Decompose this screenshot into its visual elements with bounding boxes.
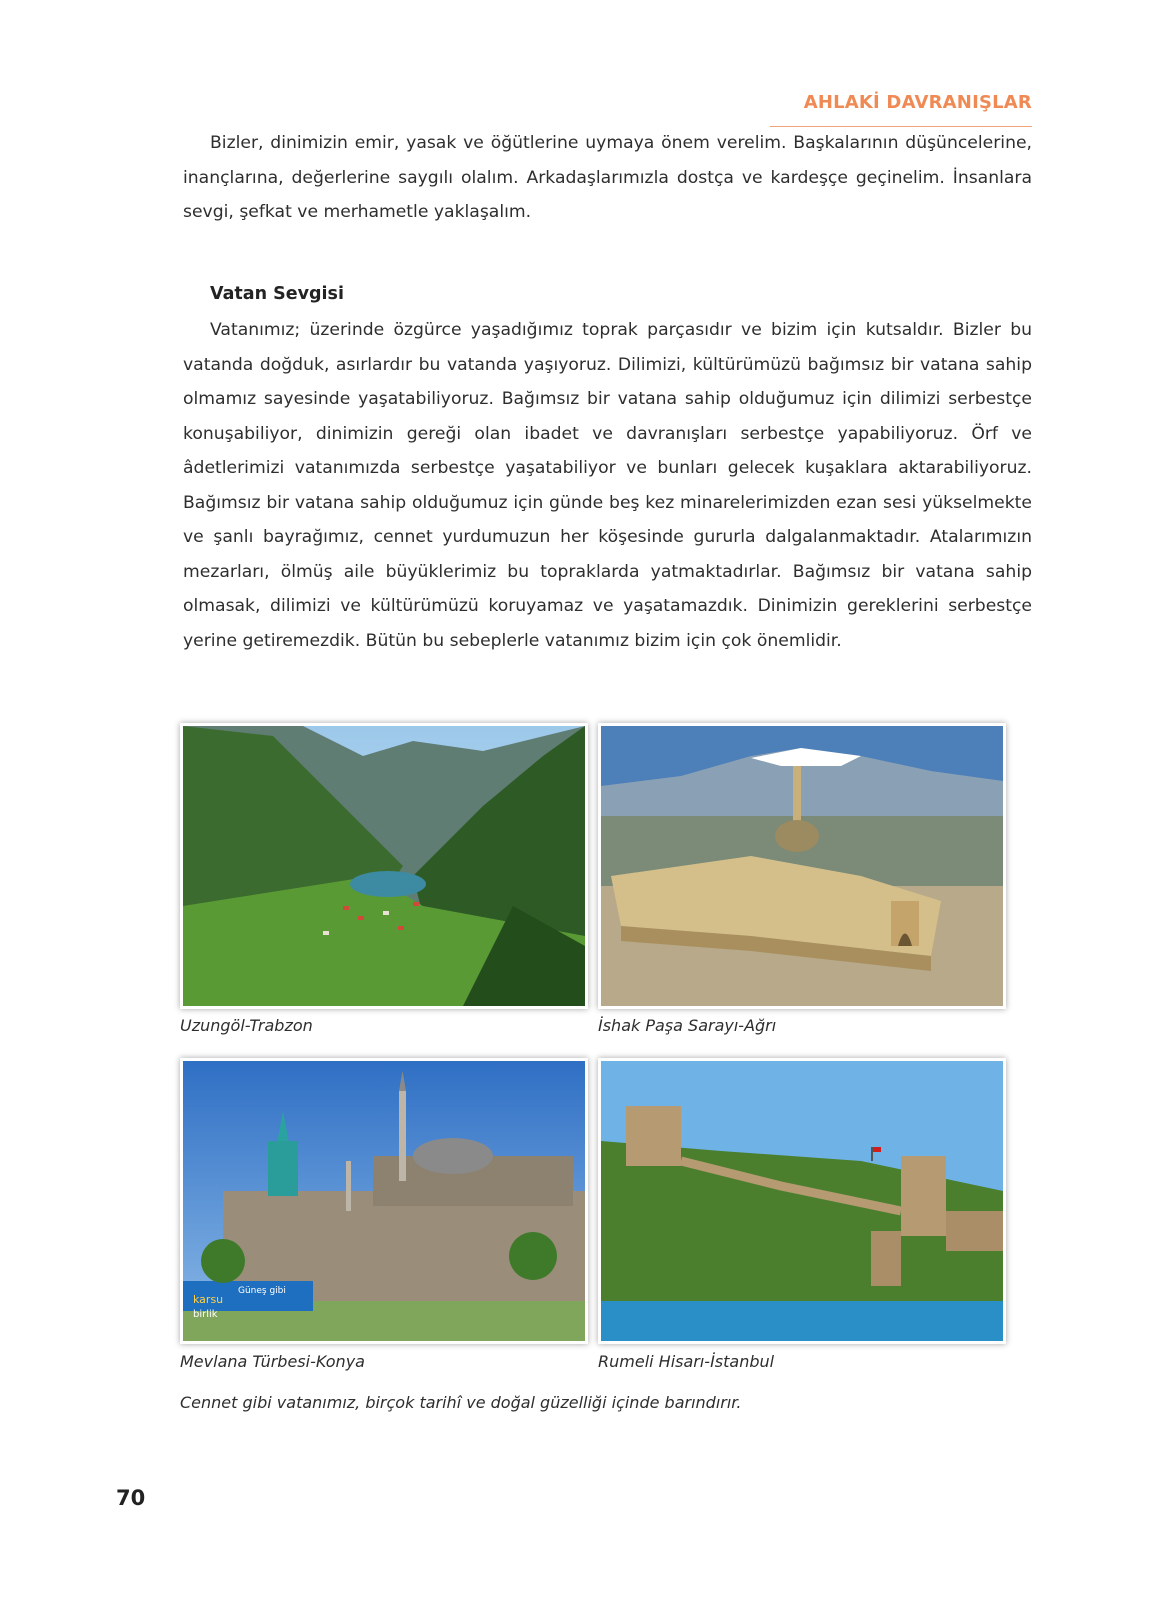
photo-ishak-pasa bbox=[598, 723, 1006, 1009]
intro-paragraph: Bizler, dinimizin emir, yasak ve öğütlerine uymaya önem verelim. Başkalarının düşüncelerine, inançlarına, değerlerine saygılı olalım. Arkadaşlarımızla dostça ve kardeşçe geçinelim. İnsanlara sevgi, şefkat ve merhametle yaklaşalım. bbox=[183, 133, 1032, 222]
photo-rumeli-hisari bbox=[598, 1058, 1006, 1344]
photo-caption: Mevlana Türbesi-Konya bbox=[180, 1352, 365, 1371]
photo-caption: İshak Paşa Sarayı-Ağrı bbox=[598, 1016, 777, 1035]
figure-caption: Cennet gibi vatanımız, birçok tarihî ve doğal güzelliği içinde barındırır. bbox=[180, 1393, 742, 1412]
section-body: Vatanımız; üzerinde özgürce yaşadığımız toprak parçasıdır ve bizim için kutsaldır. Bizler bu vatanda doğduk, asırlardır bu vatanda yaşıyoruz. Dilimizi, kültürümüzü bağımsız bir vatana sahip olmamız sayesinde yaşatabiliyoruz. Bağımsız bir vatana sahip olduğumuz için dilimizi serbestçe konuşabiliyor, dinimizin gereği olan ibadet ve davranışları serbestçe yapabiliyoruz. Örf ve âdetlerimizi vatanımızda serbestçe yaşatabiliyor ve bunları gelecek kuşaklara aktarabiliyoruz. Bağımsız bir vatana sahip olduğumuz için günde beş kez minarelerimizden ezan sesi yükselmekte ve şanlı bayrağımız, cennet yurdumuzun her köşesinde gururla dalgalanmaktadır. Atalarımızın mezarları, ölmüş aile büyüklerimiz bu topraklarda yatmaktadırlar. Bağımsız bir vatana sahip olmasak, dilimizi ve kültürümüzü koruyamaz ve yaşatamazdık. Dinimizin gereklerini serbestçe yerine getiremezdik. Bütün bu sebeplerle vatanımız bizim için çok önemlidir. bbox=[183, 320, 1032, 651]
uzungol-illustration bbox=[183, 726, 585, 1006]
page-number: 70 bbox=[116, 1486, 146, 1510]
section-title: AHLAKİ DAVRANIŞLAR bbox=[803, 92, 1032, 113]
photo-caption: Rumeli Hisarı-İstanbul bbox=[598, 1352, 775, 1371]
karsu-sign-text: karsu bbox=[193, 1293, 224, 1306]
sign-birlik-text: birlik bbox=[193, 1309, 218, 1320]
photo-caption: Uzungöl-Trabzon bbox=[180, 1016, 313, 1035]
sign-slogan-text: Güneş gibi bbox=[238, 1286, 286, 1296]
mevlana-illustration bbox=[183, 1061, 585, 1341]
photo-mevlana bbox=[180, 1058, 588, 1344]
photo-uzungol bbox=[180, 723, 588, 1009]
section-heading: Vatan Sevgisi bbox=[210, 284, 344, 304]
ishak-pasa-illustration bbox=[601, 726, 1003, 1006]
rumeli-hisari-illustration bbox=[601, 1061, 1003, 1341]
running-header bbox=[770, 92, 1032, 127]
